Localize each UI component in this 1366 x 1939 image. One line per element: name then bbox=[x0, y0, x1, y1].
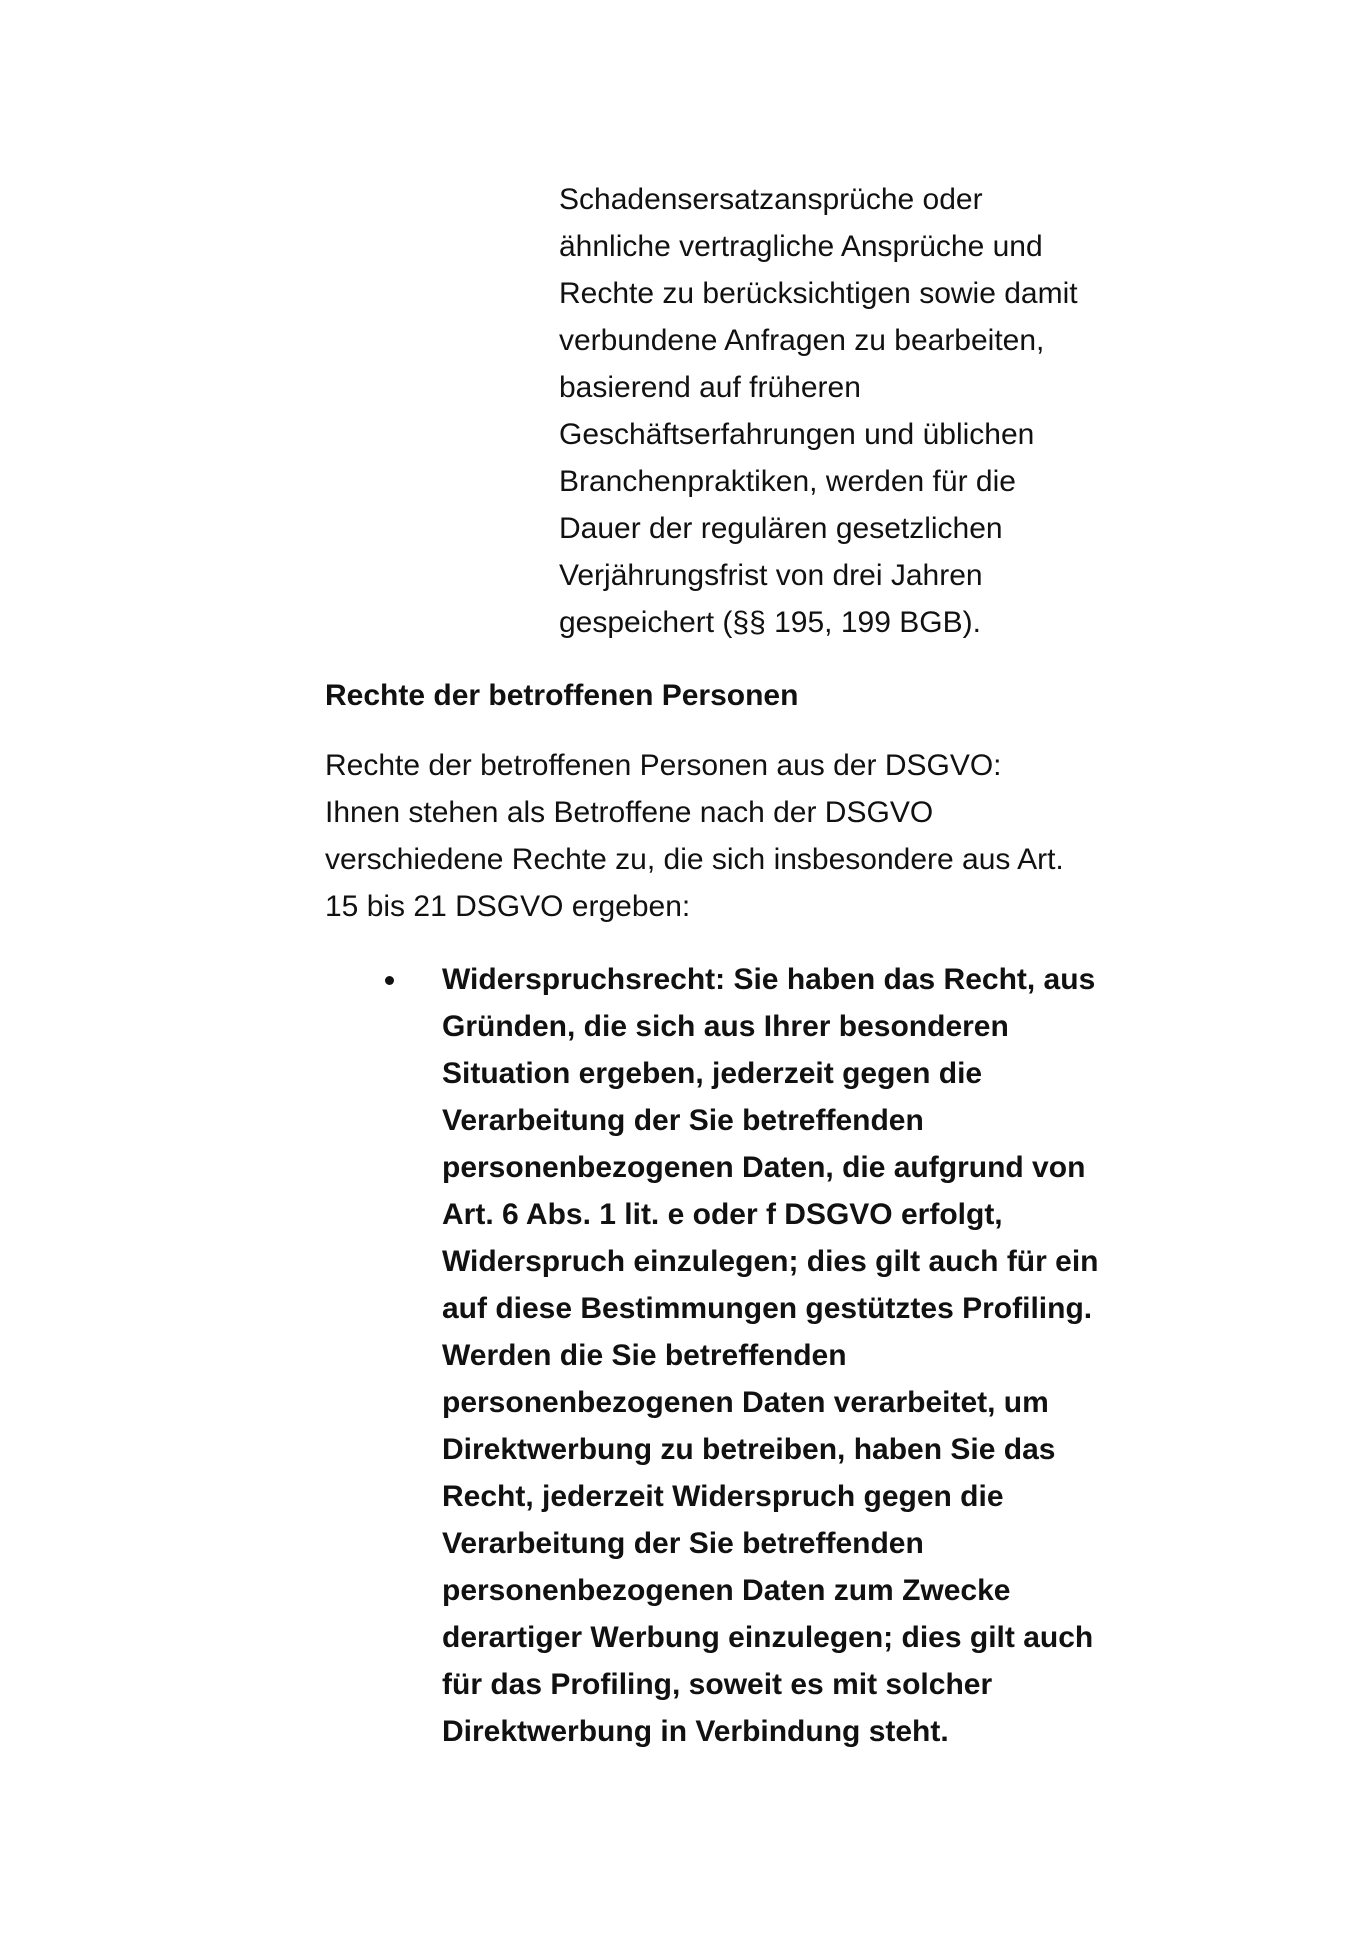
bullet-text-widerspruchsrecht: Widerspruchsrecht: Sie haben das Recht, aus Gründen, die sich aus Ihrer besonderen Situation ergeben, jederzeit gegen die Verarbeitung der Sie betreffenden personenbezogenen Daten, die aufgrund von Art. 6 Abs. 1 lit. e oder f DSGVO erfolgt, Widerspruch einzulegen; dies gilt auch für ein auf diese Bestimmungen gestütztes Profiling. Werden die Sie betreffenden personenbezogenen Daten verarbeitet, um Direktwerbung zu betreiben, haben Sie das Recht, jederzeit Widerspruch gegen die Verarbeitung der Sie betreffenden personenbezogenen Daten zum Zwecke derartiger Werbung einzulegen; dies gilt auch für das Profiling, soweit es mit solcher Direktwerbung in Verbindung steht. bbox=[442, 963, 1099, 1748]
continued-paragraph: Schadensersatzansprüche oder ähnliche vertragliche Ansprüche und Rechte zu berücksichtigen sowie damit verbundene Anfragen zu bearbeiten, basierend auf früheren Geschäftserfahrungen und üblichen Branchenpraktiken, werden für die Dauer der regulären gesetzlichen Verjährungsfrist von drei Jahren gespeichert (§§ 195, 199 BGB). bbox=[559, 183, 1078, 639]
bullet-icon bbox=[385, 976, 394, 985]
rights-bullet-list bbox=[325, 956, 1155, 1755]
list-item bbox=[325, 956, 1155, 1755]
intro-paragraph: Rechte der betroffenen Personen aus der DSGVO: Ihnen stehen als Betroffene nach der DSGVO verschiedene Rechte zu, die sich insbesondere aus Art. 15 bis 21 DSGVO ergeben: bbox=[325, 749, 1064, 923]
section-heading: Rechte der betroffenen Personen bbox=[325, 679, 799, 712]
